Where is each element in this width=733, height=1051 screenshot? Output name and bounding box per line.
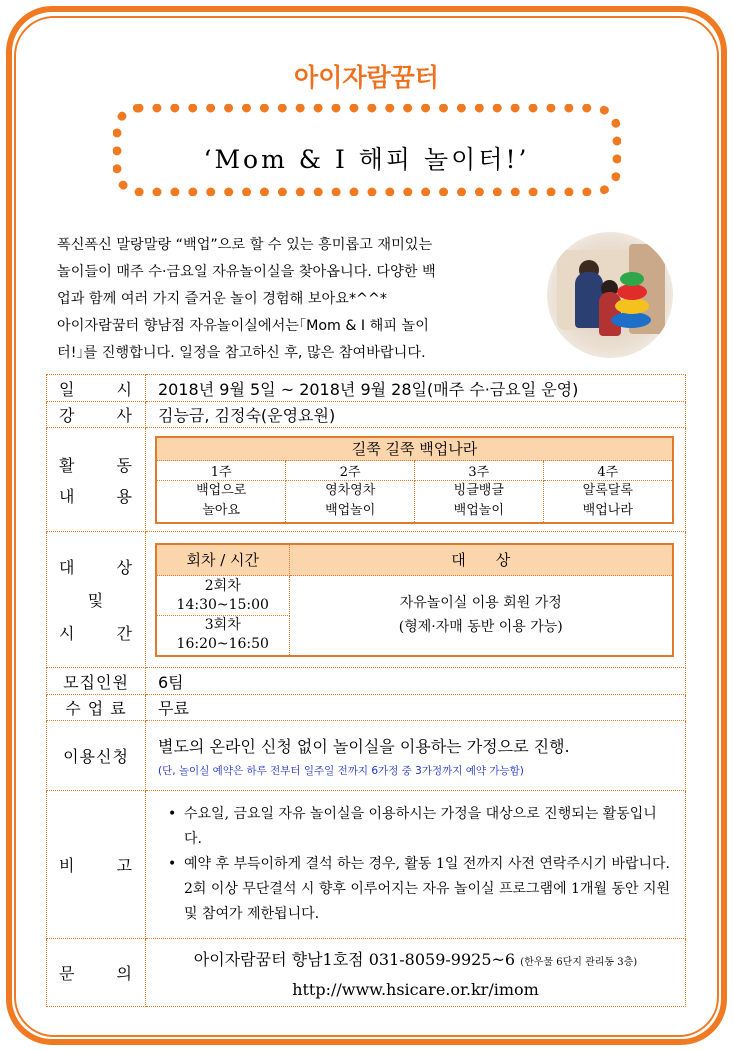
- intro-line: 폭신폭신 말랑말랑 “백업”으로 할 수 있는 흥미롭고 재미있는: [57, 237, 433, 253]
- target-desc: 자유놀이실 이용 회원 가정 (형제·자매 동반 이용 가능): [289, 576, 673, 656]
- target-cell: [146, 532, 686, 668]
- remark-item: • 수요일, 금요일 자유 놀이실을 이용하시는 가정을 대상으로 진행되는 활동입니다.: [168, 802, 671, 852]
- week-activity: 백업으로 놀아요: [156, 481, 286, 523]
- intro-line: 업과 함께 여러 가지 즐거운 놀이 경험해 보아요*^^*: [57, 291, 387, 307]
- info-table: [46, 374, 686, 1007]
- week-label: 1주: [156, 461, 286, 481]
- week-label: 2주: [286, 461, 415, 481]
- label-apply: 이용신청: [47, 721, 146, 791]
- week-activity: 빙글뱅글 백업놀이: [414, 481, 543, 523]
- value-remarks: [146, 791, 686, 939]
- apply-main: 별도의 온라인 신청 없이 놀이실을 이용하는 가정으로 진행.: [158, 736, 570, 756]
- intro-line: 터!｣를 진행합니다. 일정을 참고하신 후, 많은 참여바랍니다.: [57, 345, 426, 361]
- apply-note: (단, 놀이실 예약은 하루 전부터 일주일 전까지 6가정 중 3가정까지 예약 가능함): [158, 764, 524, 777]
- session-slot: 2회차 14:30~15:00: [156, 576, 289, 616]
- value-fee: 무료: [146, 695, 686, 721]
- week-label: 3주: [414, 461, 543, 481]
- col-session-time: 회차 / 시간: [156, 544, 289, 576]
- schedule-table: [155, 543, 674, 657]
- value-inquiry: [146, 939, 686, 1007]
- label-target: 대 상 및 시 간: [47, 532, 146, 668]
- activity-table: [155, 436, 674, 524]
- label-instructor: 강 사: [47, 402, 146, 428]
- row-inquiry: [47, 939, 686, 1007]
- label-activity: 활 동 내 용: [47, 428, 146, 532]
- row-fee: [47, 695, 686, 721]
- value-date: 2018년 9월 5일 ~ 2018년 9월 28일(매주 수·금요일 운영): [146, 375, 686, 402]
- activity-cell: [146, 428, 686, 532]
- label-remarks: 비 고: [47, 791, 146, 939]
- inquiry-address: (한우물 6단지 관리동 3층): [520, 956, 638, 968]
- row-recruit: [47, 668, 686, 695]
- row-instructor: [47, 402, 686, 428]
- inquiry-url[interactable]: http://www.hsicare.or.kr/imom: [292, 979, 539, 999]
- remark-item: • 예약 후 부득이하게 결석 하는 경우, 활동 1일 전까지 사전 연락주시기 바랍니다. 2회 이상 무단결석 시 향후 이루어지는 자유 놀이실 프로그램에 1개월 동안 지원 및 참여가 제한됩니다.: [168, 852, 671, 927]
- intro-line: 놀이들이 매주 수·금요일 자유놀이실을 찾아옵니다. 다양한 백: [57, 264, 436, 280]
- label-inquiry: 문 의: [47, 939, 146, 1007]
- session-slot: 3회차 16:20~16:50: [156, 616, 289, 656]
- label-recruit: 모집인원: [47, 668, 146, 695]
- row-remarks: [47, 791, 686, 939]
- inquiry-phone: 아이자람꿈터 향남1호점 031-8059-9925~6: [193, 949, 516, 969]
- intro-text: [57, 232, 539, 367]
- row-apply: [47, 721, 686, 791]
- value-instructor: 김능금, 김정숙(운영요원): [146, 402, 686, 428]
- week-activity: 영차영차 백업놀이: [286, 481, 415, 523]
- value-apply: [146, 721, 686, 791]
- week-activity: 알록달록 백업나라: [543, 481, 673, 523]
- row-activity: [47, 428, 686, 532]
- intro-line: 아이자람꿈터 향남점 자유놀이실에서는｢Mom & I 해피 놀이: [57, 318, 429, 334]
- label-fee: 수 업 료: [47, 695, 146, 721]
- week-label: 4주: [543, 461, 673, 481]
- row-date: [47, 375, 686, 402]
- activity-photo: [547, 232, 673, 358]
- col-target: 대 상: [289, 544, 673, 576]
- activity-header: 길쭉 길쭉 백업나라: [156, 437, 673, 461]
- banner-title: ‘Mom & I 해피 놀이터!’: [203, 145, 530, 174]
- value-recruit: 6팀: [146, 668, 686, 695]
- org-title: 아이자람꿈터: [294, 63, 439, 92]
- row-target: [47, 532, 686, 668]
- label-date: 일 시: [47, 375, 146, 402]
